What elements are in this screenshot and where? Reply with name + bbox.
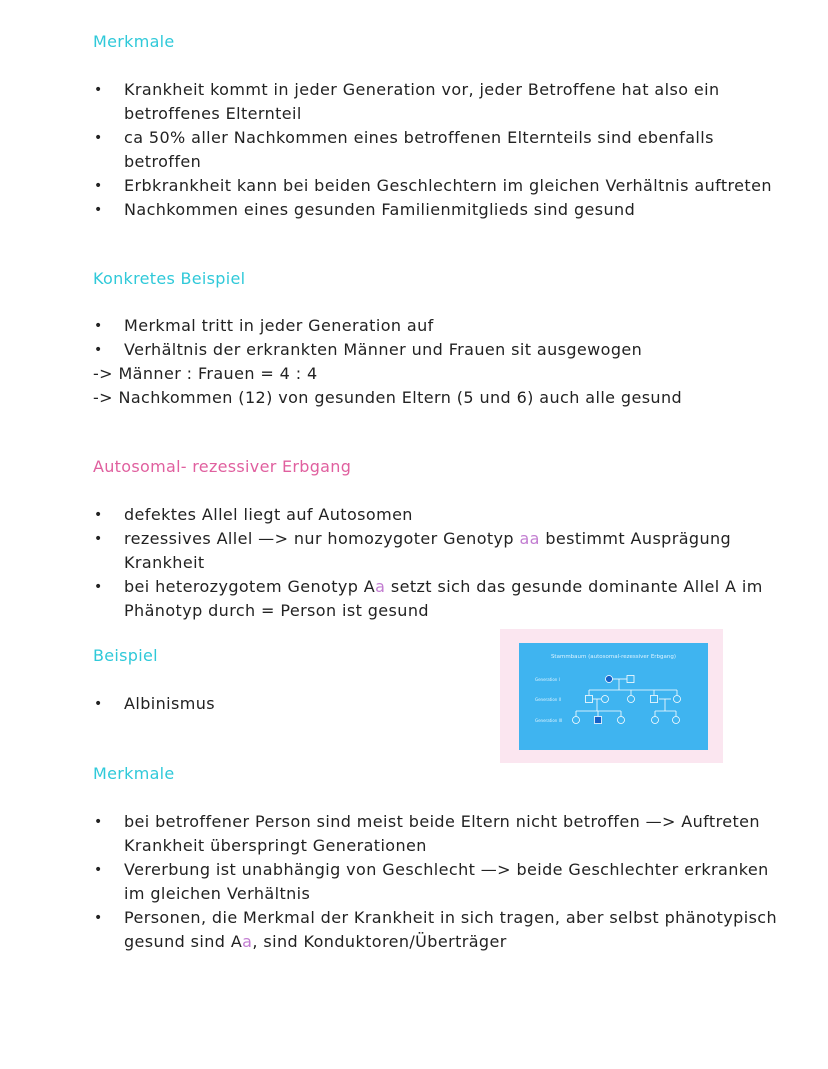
text-part: Personen, die Merkmal der Krankheit in sich tragen, aber selbst phänotypisch gesund sind A xyxy=(124,908,778,951)
heading-autosomal-rezessiv: Autosomal- rezessiver Erbgang xyxy=(93,457,352,476)
list-item: • defektes Allel liegt auf Autosomen xyxy=(93,503,783,527)
rezessiv-list xyxy=(93,503,783,623)
pedigree-diagram xyxy=(519,643,708,750)
offspring-line: -> Nachkommen (12) von gesunden Eltern (5 und 6) auch alle gesund xyxy=(93,388,683,407)
list-item: • Nachkommen eines gesunden Familienmitglieds sind gesund xyxy=(93,198,783,222)
beispiel-list xyxy=(93,314,783,362)
text-part: bei heterozygotem Genotyp A xyxy=(124,577,376,596)
list-item: • bei betroffener Person sind meist beide Eltern nicht betroffen —> Auftreten Krankheit überspringt Generationen xyxy=(93,810,783,858)
allele-a: a xyxy=(375,577,386,596)
merkmale-list-2 xyxy=(93,810,783,954)
heading-merkmale-1: Merkmale xyxy=(93,32,175,51)
list-item: • Verhältnis der erkrankten Männer und Frauen sit ausgewogen xyxy=(93,338,783,362)
heading-konkretes-beispiel: Konkretes Beispiel xyxy=(93,269,246,288)
text-part: setzt sich das gesunde dominante Allel A im Phänotyp durch = Person ist gesund xyxy=(124,577,763,620)
generation-2-label: Generation II xyxy=(535,697,561,702)
list-item: • ca 50% aller Nachkommen eines betroffenen Elternteils sind ebenfalls betroffen xyxy=(93,126,783,174)
heading-merkmale-2: Merkmale xyxy=(93,764,175,783)
ratio-line: -> Männer : Frauen = 4 : 4 xyxy=(93,364,318,383)
list-item: • Erbkrankheit kann bei beiden Geschlechtern im gleichen Verhältnis auftreten xyxy=(93,174,783,198)
text-part: , sind Konduktoren/Überträger xyxy=(252,932,507,951)
list-item xyxy=(93,527,783,575)
albinismus-list xyxy=(93,692,473,716)
pedigree-lines xyxy=(576,679,677,716)
text-part: bestimmt Ausprägung Krankheit xyxy=(124,529,732,572)
list-item: • Merkmal tritt in jeder Generation auf xyxy=(93,314,783,338)
text-part: rezessives Allel —> nur homozygoter Genotyp xyxy=(124,529,520,548)
list-item xyxy=(93,906,783,954)
list-item xyxy=(93,575,783,623)
genotype-aa: aa xyxy=(519,529,540,548)
list-item: • Krankheit kommt in jeder Generation vor, jeder Betroffene hat also ein betroffenes Elternteil xyxy=(93,78,783,126)
list-item: • Albinismus xyxy=(93,692,473,716)
allele-a: a xyxy=(242,932,253,951)
list-item: • Vererbung ist unabhängig von Geschlecht —> beide Geschlechter erkranken im gleichen Verhältnis xyxy=(93,858,783,906)
generation-3-label: Generation III xyxy=(535,718,563,723)
generation-1-label: Generation I xyxy=(535,677,560,682)
merkmale-list-1 xyxy=(93,78,783,222)
heading-beispiel: Beispiel xyxy=(93,646,158,665)
pedigree-title: Stammbaum (autosomal-rezessiver Erbgang) xyxy=(550,654,677,660)
pedigree-symbols xyxy=(573,676,681,724)
